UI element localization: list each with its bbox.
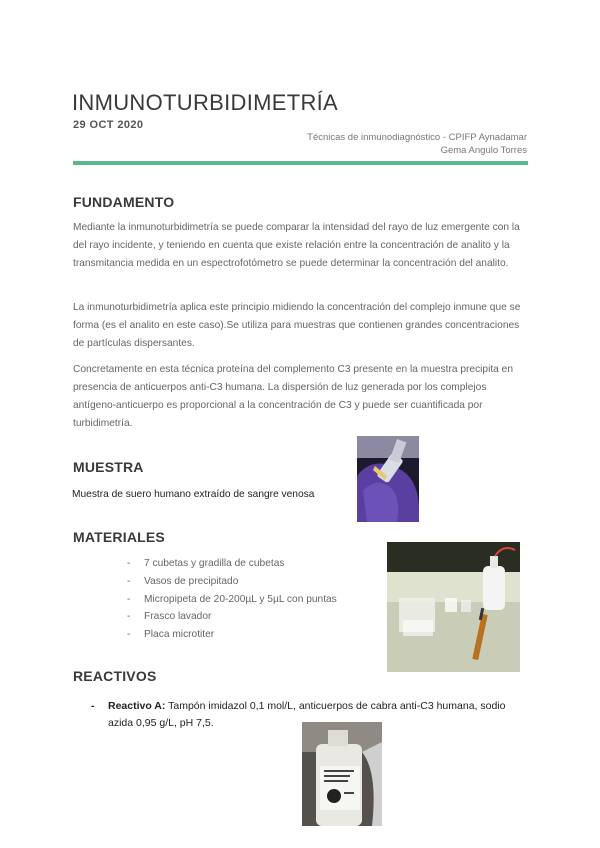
document-date: 29 OCT 2020 <box>73 119 144 131</box>
page-title: INMUNOTURBIDIMETRÍA <box>72 90 339 115</box>
list-bullet: - <box>91 700 95 712</box>
reagent-label: Reactivo A: <box>108 700 166 712</box>
list-item: - 7 cubetas y gradilla de cubetas <box>127 555 337 573</box>
reagent-photo <box>302 722 382 826</box>
document-meta <box>307 131 527 157</box>
list-item: - Vasos de precipitado <box>127 573 337 591</box>
fundamento-paragraph-3: Concretamente en esta técnica proteína del complemento C3 presente en la muestra precipita en presencia de anticuerpos anti-C3 humana. La dispersión de luz generada por los complejos antígeno-anticuerpo es proporcional a la concentración de C3 y puede ser cuantificada por turbidimetría. <box>73 364 514 429</box>
header-divider <box>73 161 528 165</box>
reagent-item <box>91 698 511 731</box>
list-item: - Micropipeta de 20-200µL y 5µL con puntas <box>127 591 337 609</box>
materials-list <box>127 555 337 644</box>
reagent-text: Tampón imidazol 0,1 mol/L, anticuerpos de cabra anti-C3 humana, sodio azida 0,95 g/L, pH 7,5. <box>108 700 506 729</box>
fundamento-paragraph-1: Mediante la inmunoturbidimetría se puede comparar la intensidad del rayo de luz emergente con la del rayo incidente, y teniendo en cuenta que existe relación entre la concentración de analito y la transmitancia medida en un espectrofotómetro se puede determinar la concentración del analito. <box>73 222 520 269</box>
section-heading-reactivos: REACTIVOS <box>73 668 157 684</box>
reagent-description <box>91 698 511 731</box>
sample-photo <box>357 436 419 522</box>
list-item: - Frasco lavador <box>127 608 337 626</box>
materials-photo <box>387 542 520 672</box>
author-name: Gema Angulo Torres <box>440 145 527 156</box>
list-item: - Placa microtiter <box>127 626 337 644</box>
course-name: Técnicas de inmunodiagnóstico - CPIFP Aynadamar <box>307 132 527 143</box>
section-heading-fundamento: FUNDAMENTO <box>73 194 175 210</box>
muestra-text: Muestra de suero humano extraído de sangre venosa <box>72 489 315 500</box>
fundamento-paragraph-2: La inmunoturbidimetría aplica este principio midiendo la concentración del complejo inmune que se forma (es el analito en este caso).Se utiliza para muestras que contienen grandes concentraciones de partículas dispersantes. <box>73 302 521 349</box>
section-heading-muestra: MUESTRA <box>73 459 144 475</box>
section-heading-materiales: MATERIALES <box>73 529 165 545</box>
